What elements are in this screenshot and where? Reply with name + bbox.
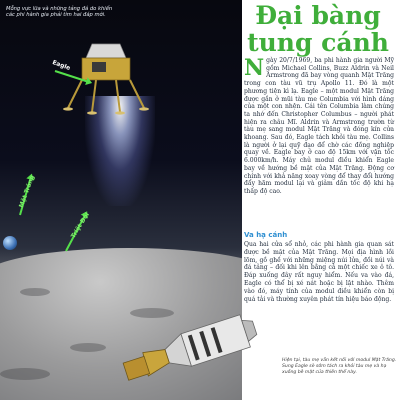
eagle-label: Eagle — [51, 59, 72, 72]
title-line-2: tung cánh — [247, 28, 389, 57]
earth-image — [3, 236, 17, 250]
mat-trang-label: Mặt Trăng — [17, 174, 37, 209]
section-body: Qua hai cửa sổ nhỏ, các phi hành gia quan sát được bề mặt của Mặt Trăng. Mọi địa hình lồi lõm, gồ ghề với những miệng núi lửa, đồi núi và đá tảng – đối khi lên bằng cả một chiếc xe ô tô. Đáp xuống đây rất nguy hiểm. Nếu va vào đá, Eagle có thể bị xé nát hoặc bị lật nhào. Thêm vào đó, máy tính của modul điều khiển còn bị quá tải và thường xuyên phát tín hiệu báo động. — [244, 241, 394, 303]
drop-cap: N — [244, 55, 265, 81]
section-heading: Va hạ cánh — [244, 231, 288, 239]
photo-caption: Mỗng vực lữa và những tảng đá do khiến các phi hành gia phải tìm hai đáp mới. — [6, 6, 113, 19]
title-line-1: Đại bàng — [255, 1, 381, 30]
triet-doi-label: Triệt Đối — [69, 211, 91, 240]
article-title — [237, 2, 399, 56]
module-caption: Hiện tại, tàu mẹ vẫn kết nối với modul Mặt Trăng. Sung Eagle sẽ sớm tách ra khỏi tàu mẹ và hạ xuống bề mặt của thiên thể này. — [282, 358, 397, 375]
article-body-text: gày 20/7/1969, ba phi hành gia người Mỹ gồm Michael Collins, Buzz Aldrin và Neil Armstrong đã bay vòng quanh Mặt Trăng trong con tàu vũ trụ Apollo 11. Đó là một phương tiện kì lạ. Eagle – một modul Mặt Trăng được gắn ở mũi tàu me Columbia với hình dáng của một con nhện. Cái tên Columbia làm chúng ta nhớ đến Christopher Columbus – người phát hiện ra châu Mĩ. Aldrin và Armstrong trườn từ tàu mẹ sang modul Mặt Trăng và đóng kín cửa khoang. Sau đó, Eagle tách khỏi tàu mẹ. Collins là người ở lại quỹ đạo để chờ các đồng nghiệp quay về. Eagle bay ở cao độ 15km với vận tốc 6.000km/h. Máy chủ modul điều khiển Eagle bay về hướng bề mặt của Mặt Trăng. Động cơ chính với khả năng xoay vòng để thay đổi hướng đẩy hãm modul lại và giảm dần tốc độ khi hạ thấp độ cao. — [244, 57, 394, 195]
article-body — [244, 57, 394, 196]
